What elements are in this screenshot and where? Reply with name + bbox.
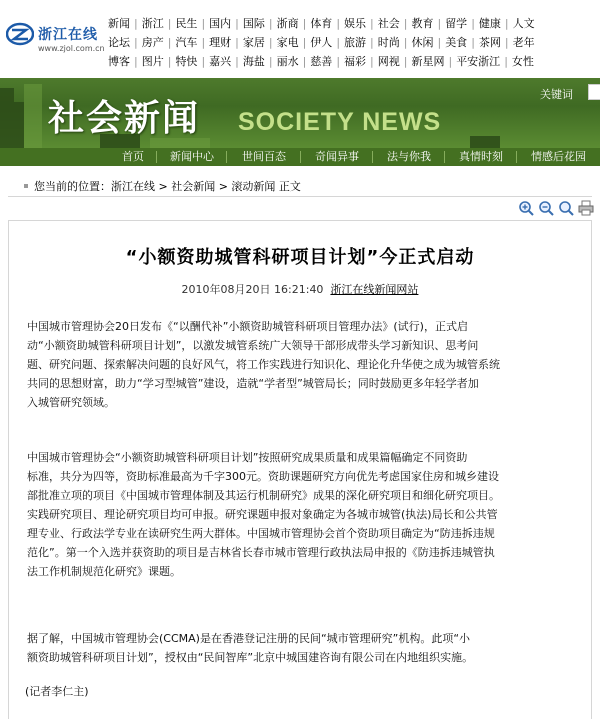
menu-item-oddities[interactable]: 奇闻异事 (315, 150, 359, 163)
nav-separator: | (235, 17, 239, 30)
channel-link[interactable]: 家居 (242, 36, 265, 49)
channel-link[interactable]: 家电 (276, 36, 299, 49)
channel-link[interactable]: 民生 (175, 17, 198, 30)
channel-link[interactable]: 女性 (511, 55, 534, 68)
channel-link[interactable]: 浙江 (141, 17, 164, 30)
channel-link[interactable]: 论坛 (108, 36, 130, 49)
site-logo[interactable] (2, 18, 106, 62)
section-banner (0, 78, 600, 148)
article-source[interactable]: 浙江在线新闻网站 (330, 283, 419, 296)
paragraph-line: 额资助城管科研项目计划”，授权由“民间智库”北京中城国建咨询有限公司在内地组织实施。 (27, 651, 474, 664)
channel-nav (108, 14, 600, 71)
nav-separator: | (403, 55, 408, 68)
zoom-in-icon[interactable] (518, 200, 534, 216)
paragraph-line: 范化”。第一个入选并获资助的项目是吉林省长春市城市管理行政执法局申报的《防违拆违城管执 (27, 546, 495, 559)
channel-link[interactable]: 健康 (478, 17, 501, 30)
nav-separator: | (134, 17, 138, 30)
paragraph-line: 中国城市管理协会“小额资助城管科研项目计划”按照研究成果质量和成果篇幅确定不同资助 (27, 451, 468, 464)
channel-link[interactable]: 新闻 (108, 17, 130, 30)
channel-link[interactable]: 慈善 (310, 55, 333, 68)
channel-link[interactable]: 福彩 (344, 55, 367, 68)
logo-mark-icon (6, 22, 34, 46)
nav-separator: | (504, 36, 509, 49)
menu-item-home[interactable]: 首页 (122, 150, 144, 163)
nav-separator: | (235, 55, 239, 68)
channel-link[interactable]: 国内 (209, 17, 232, 30)
section-menu (0, 148, 600, 166)
nav-separator: | (403, 36, 408, 49)
article-date: 2010年08月20日 16:21:40 (181, 283, 324, 296)
nav-separator: | (302, 55, 307, 68)
paragraph-line: 动“小额资助城管科研项目计划”，以激发城管系统广大领导干部形成带头学习新知识、思考问 (27, 339, 479, 352)
menu-item-moments[interactable]: 真情时刻 (459, 150, 503, 163)
nav-separator: | (336, 17, 341, 30)
channel-link[interactable]: 体育 (310, 17, 333, 30)
channel-link[interactable]: 国际 (242, 17, 265, 30)
channel-link[interactable]: 理财 (209, 36, 232, 49)
channel-link[interactable]: 休闲 (411, 36, 434, 49)
channel-nav-row (108, 52, 600, 71)
channel-link[interactable]: 房产 (141, 36, 164, 49)
nav-separator: | (370, 36, 374, 49)
article-meta (9, 281, 591, 297)
article-tools (518, 200, 598, 218)
article-author: (记者李仁主) (25, 685, 89, 698)
keyword-input[interactable] (588, 84, 600, 100)
nav-separator: | (201, 36, 206, 49)
article-title: “小额资助城管科研项目计划”今正式启动 (125, 247, 475, 268)
logo-url: www.zjol.com.cn (38, 44, 105, 53)
channel-nav-row (108, 33, 600, 52)
channel-link[interactable]: 教育 (411, 17, 434, 30)
nav-separator: | (167, 55, 172, 68)
nav-separator: | (268, 36, 273, 49)
breadcrumb-label: 您当前的位置 (34, 180, 100, 193)
channel-link[interactable]: 社会 (377, 17, 400, 30)
channel-link[interactable]: 时尚 (377, 36, 400, 49)
channel-nav-row (108, 14, 600, 33)
nav-separator: | (504, 55, 508, 68)
nav-separator: | (437, 17, 442, 30)
nav-separator: | (448, 55, 453, 68)
paragraph-line: 据了解，中国城市管理协会(CCMA)是在香港登记注册的民间“城市管理研究”机构。此项“小 (27, 632, 471, 645)
nav-separator: | (471, 36, 475, 49)
nav-separator: | (403, 17, 408, 30)
channel-link[interactable]: 老年 (512, 36, 535, 49)
bullet-icon (24, 184, 28, 188)
menu-item-news-center[interactable]: 新闻中心 (170, 150, 214, 163)
site-header (0, 0, 600, 70)
channel-link[interactable]: 美食 (445, 36, 468, 49)
divider (8, 196, 592, 197)
nav-separator: | (201, 17, 206, 30)
nav-separator: | (336, 55, 341, 68)
breadcrumb (24, 178, 301, 194)
article-paragraph (27, 629, 579, 667)
section-title-cn: 社会新闻 (48, 97, 201, 139)
nav-separator: | (167, 17, 172, 30)
nav-separator: | (504, 17, 509, 30)
channel-link[interactable]: 人文 (512, 17, 535, 30)
article (8, 220, 592, 719)
paragraph-line: 共同的思想财富，助力“学习型城管”建设，造就“学者型”城管局长；同时鼓励更多年轻学者加 (27, 377, 479, 390)
paragraph-line: 部批准立项的项目《中国城市管理体制及其运行机制研究》成果的深化研究项目和细化研究项目。 (27, 489, 500, 502)
nav-separator: | (370, 55, 374, 68)
nav-separator: | (302, 36, 307, 49)
nav-separator: | (134, 36, 138, 49)
nav-separator: | (336, 36, 341, 49)
channel-link[interactable]: 图片 (141, 55, 164, 68)
nav-separator: | (268, 17, 273, 30)
nav-separator: | (134, 55, 138, 68)
menu-item-garden[interactable]: 情感后花园 (531, 150, 586, 163)
article-paragraph (27, 317, 579, 412)
nav-separator: | (268, 55, 273, 68)
paragraph-line: 入城管研究领域。 (27, 396, 115, 409)
channel-link[interactable]: 新星网 (411, 55, 445, 68)
nav-separator: | (302, 17, 307, 30)
breadcrumb-path[interactable]: ：浙江在线 > 社会新闻 > 滚动新闻 正文 (100, 180, 301, 193)
keyword-label: 关键词 (540, 88, 573, 101)
channel-link[interactable]: 博客 (108, 55, 130, 68)
article-paragraph (27, 448, 579, 581)
channel-link[interactable]: 旅游 (344, 36, 367, 49)
channel-link[interactable]: 网视 (377, 55, 400, 68)
channel-link[interactable]: 浙商 (276, 17, 299, 30)
paragraph-line: 理专业、行政法学专业在读研究生两大群体。中国城市管理协会首个资助项目确定为“防违拆违规 (27, 527, 495, 540)
menu-item-law[interactable]: 法与你我 (387, 150, 431, 163)
channel-link[interactable]: 嘉兴 (209, 55, 232, 68)
channel-link[interactable]: 伊人 (310, 36, 333, 49)
print-icon[interactable] (578, 200, 594, 216)
nav-separator: | (471, 17, 475, 30)
nav-separator: | (167, 36, 172, 49)
paragraph-line: 标准，共分为四等，资助标准最高为千字300元。资助课题研究方向优先考虑国家住房和城乡建设 (27, 470, 499, 483)
channel-link[interactable]: 海盐 (242, 55, 265, 68)
channel-link[interactable]: 特快 (175, 55, 198, 68)
zoom-reset-icon[interactable] (558, 200, 574, 216)
nav-separator: | (235, 36, 239, 49)
paragraph-line: 实践研究项目、理论研究项目均可申报。研究课题申报对象确定为各城市城管(执法)局长和公共管 (27, 508, 498, 521)
logo-name: 浙江在线 (38, 27, 98, 43)
nav-separator: | (370, 17, 374, 30)
channel-link[interactable]: 丽水 (276, 55, 299, 68)
channel-link[interactable]: 平安浙江 (456, 55, 501, 68)
section-title-en: SOCIETY NEWS (238, 108, 442, 136)
channel-link[interactable]: 茶网 (478, 36, 501, 49)
paragraph-line: 法工作机制规范化研究》课题。 (27, 565, 181, 578)
channel-link[interactable]: 留学 (445, 17, 468, 30)
zoom-out-icon[interactable] (538, 200, 554, 216)
paragraph-line: 题、研究问题、探索解决问题的良好风气，将工作实践进行知识化、理论化升华使之成为城管系统 (27, 358, 500, 371)
channel-link[interactable]: 娱乐 (344, 17, 367, 30)
nav-separator: | (201, 55, 206, 68)
menu-item-world[interactable]: 世间百态 (242, 150, 286, 163)
nav-separator: | (437, 36, 442, 49)
channel-link[interactable]: 汽车 (175, 36, 198, 49)
paragraph-line: 中国城市管理协会20日发布《“以酬代补”小额资助城管科研项目管理办法》(试行)，正式启 (27, 320, 468, 333)
